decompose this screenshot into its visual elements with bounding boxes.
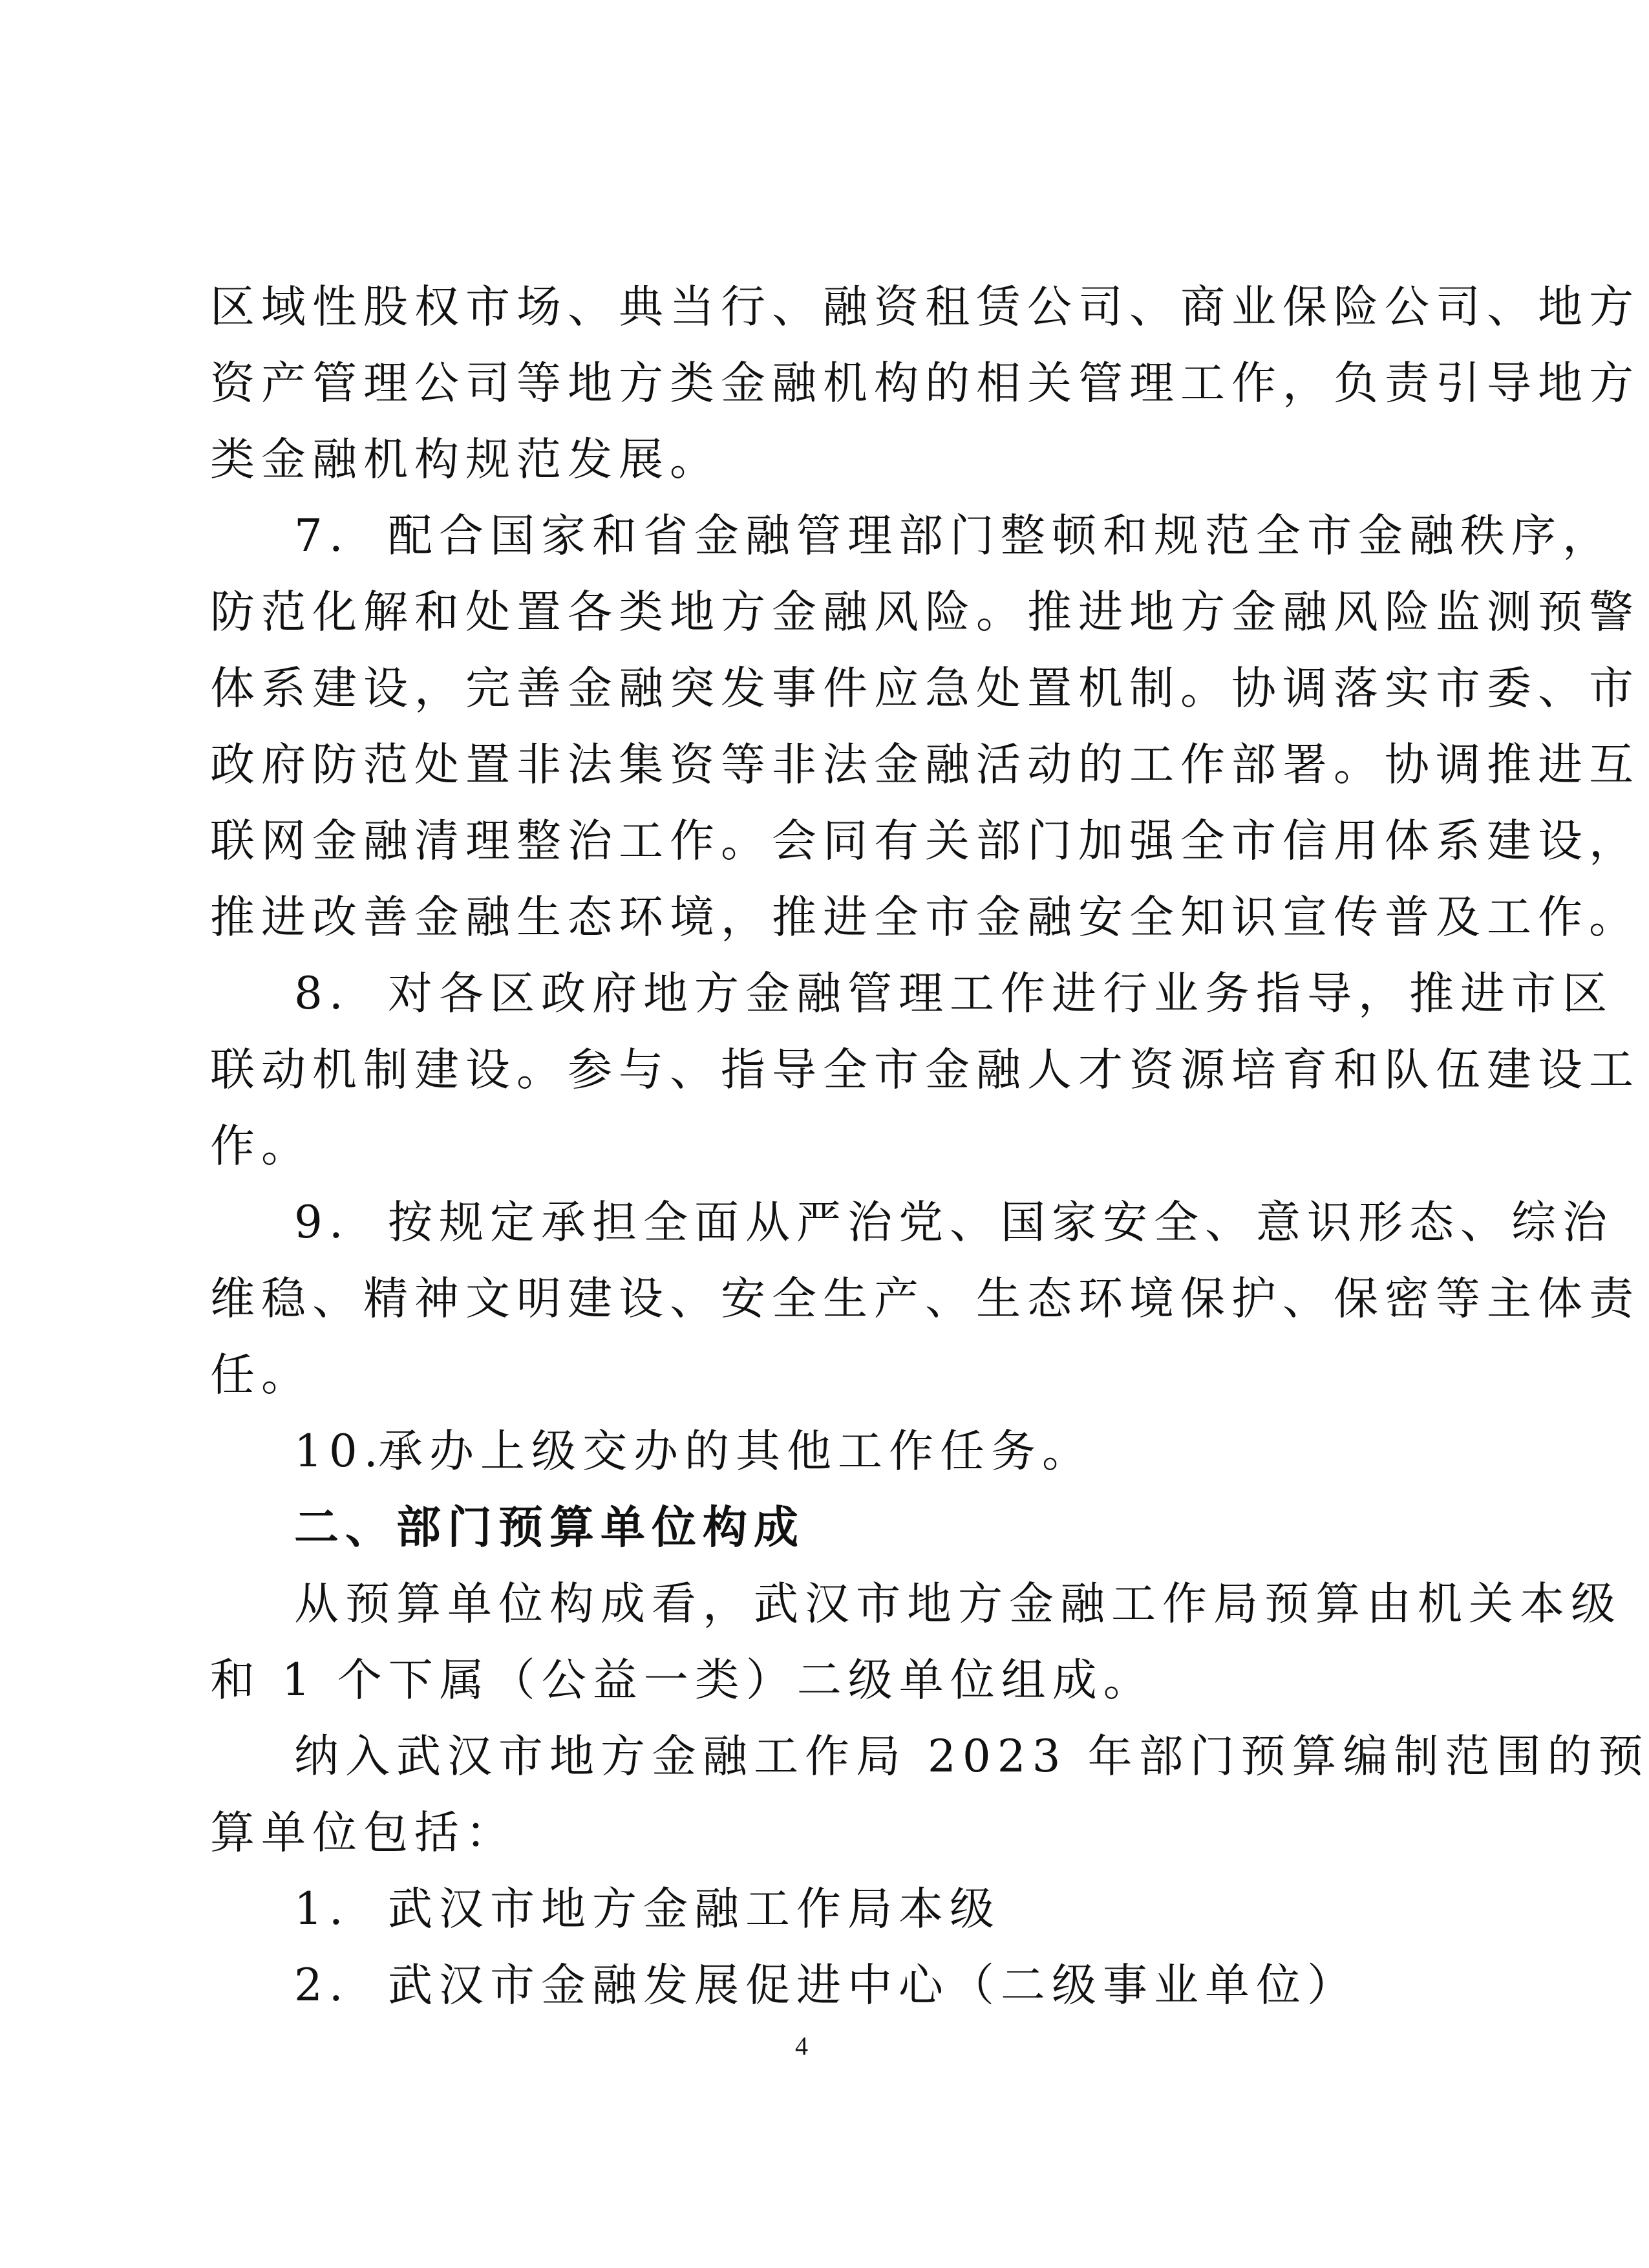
line-text: 推进改善金融生态环境，推进全市金融安全知识宣传普及工作。 xyxy=(210,892,1640,943)
unit-number-1: 1. xyxy=(294,1883,350,1935)
item-number-8: 8. xyxy=(294,968,350,1020)
line-text: 联网金融清理整治工作。会同有关部门加强全市信用体系建设， xyxy=(210,815,1640,867)
line-text: 纳入武汉市地方金融工作局 2023 年部门预算编制范围的预 xyxy=(294,1731,1649,1782)
line-text: 防范化解和处置各类地方金融风险。推进地方金融风险监测预警 xyxy=(210,586,1640,638)
item-7-line-1 xyxy=(294,500,1613,572)
line-text: 算单位包括： xyxy=(210,1807,516,1859)
composition-paragraph-line-2 xyxy=(210,1645,1419,1716)
item-9-line-3 xyxy=(210,1340,1419,1411)
item-number-7: 7. xyxy=(294,510,350,562)
line-text: 联动机制建设。参与、指导全市金融人才资源培育和队伍建设工 xyxy=(210,1044,1640,1096)
unit-list-item-1 xyxy=(294,1874,1419,1945)
line-text: 和 1 个下属（公益一类）二级单位组成。 xyxy=(210,1654,1154,1706)
paragraph-6-line-4 xyxy=(210,348,1640,419)
item-7-line-3 xyxy=(210,653,1640,724)
scope-paragraph-line-1 xyxy=(294,1721,1649,1792)
item-7-line-5 xyxy=(210,806,1640,877)
page-number: 4 xyxy=(795,2031,808,2060)
scope-paragraph-line-2 xyxy=(210,1797,1419,1868)
item-7-line-2 xyxy=(210,577,1640,648)
item-8-line-2 xyxy=(210,1034,1640,1106)
line-text: 体系建设，完善金融突发事件应急处置机制。协调落实市委、市 xyxy=(210,663,1640,714)
line-text: 作。 xyxy=(210,1120,312,1172)
item-7-line-6 xyxy=(210,882,1640,953)
line-text: 配合国家和省金融管理部门整顿和规范全市金融秩序， xyxy=(388,510,1613,562)
paragraph-6-line-5 xyxy=(210,424,1419,495)
line-text: 按规定承担全面从严治党、国家安全、意识形态、综治 xyxy=(388,1197,1613,1248)
line-text: 武汉市金融发展促进中心（二级事业单位） xyxy=(388,1960,1358,2011)
line-text: 任。 xyxy=(210,1349,312,1401)
section-heading xyxy=(294,1492,1419,1563)
line-text: 维稳、精神文明建设、安全生产、生态环境保护、保密等主体责 xyxy=(210,1273,1640,1325)
item-10-line-1 xyxy=(294,1416,1419,1487)
item-9-line-2 xyxy=(210,1263,1640,1334)
item-number-10: 10. xyxy=(294,1426,385,1477)
paragraph-6-line-3 xyxy=(210,272,1640,343)
line-text: 资产管理公司等地方类金融机构的相关管理工作，负责引导地方 xyxy=(210,358,1640,409)
item-9-line-1 xyxy=(294,1187,1613,1258)
line-text: 武汉市地方金融工作局本级 xyxy=(388,1883,1001,1935)
unit-list-item-2 xyxy=(294,1950,1419,2021)
heading-text: 二、部门预算单位构成 xyxy=(294,1502,805,1554)
line-text: 政府防范处置非法集资等非法金融活动的工作部署。协调推进互 xyxy=(210,739,1640,791)
line-text: 承办上级交办的其他工作任务。 xyxy=(378,1426,1093,1477)
item-8-line-1 xyxy=(294,958,1613,1029)
line-text: 从预算单位构成看，武汉市地方金融工作局预算由机关本级 xyxy=(294,1578,1622,1630)
item-8-line-3 xyxy=(210,1111,1419,1182)
unit-number-2: 2. xyxy=(294,1960,350,2011)
line-text: 对各区政府地方金融管理工作进行业务指导，推进市区 xyxy=(388,968,1613,1020)
line-text: 区域性股权市场、典当行、融资租赁公司、商业保险公司、地方 xyxy=(210,281,1640,333)
item-number-9: 9. xyxy=(294,1197,350,1248)
item-7-line-4 xyxy=(210,729,1640,800)
line-text: 类金融机构规范发展。 xyxy=(210,434,721,486)
composition-paragraph-line-1 xyxy=(294,1568,1622,1640)
